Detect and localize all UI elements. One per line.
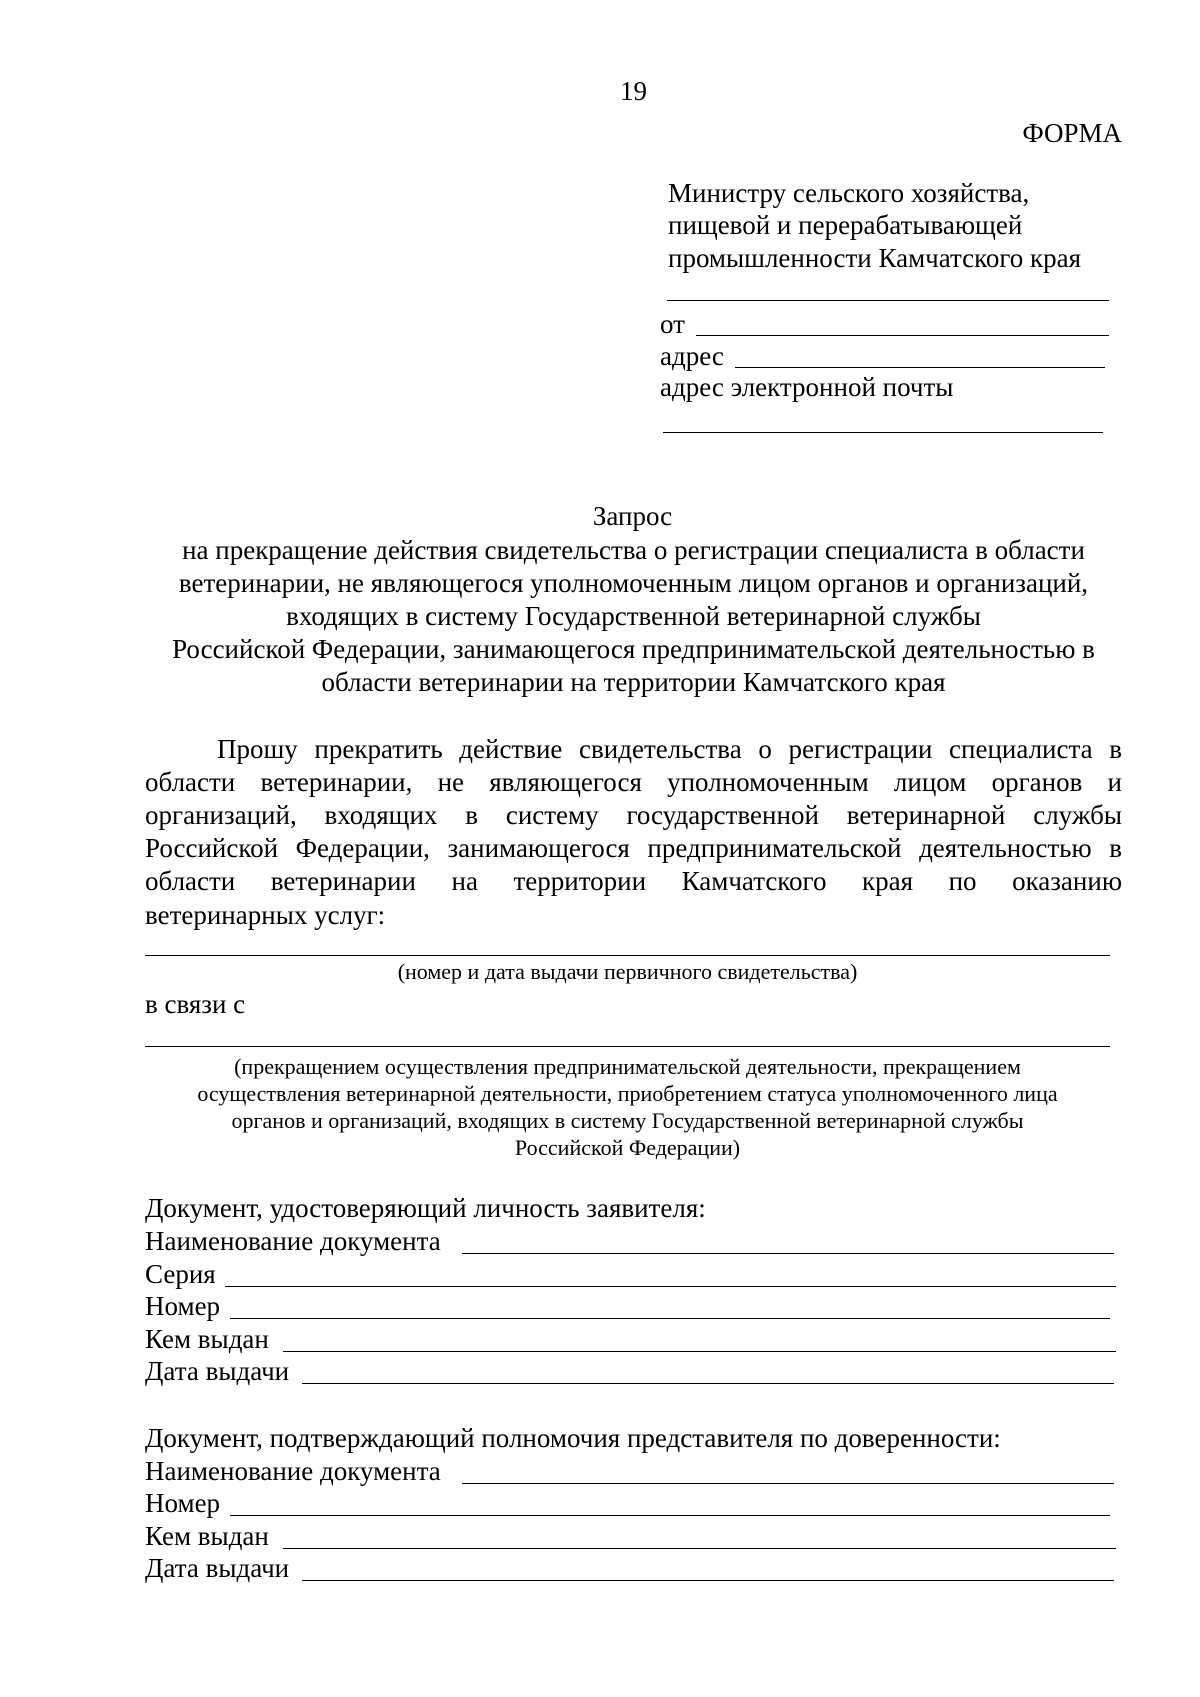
- address-label: адрес: [660, 341, 724, 371]
- page-number: 19: [620, 76, 647, 106]
- official-name-field[interactable]: [667, 300, 1109, 301]
- proxy-doc-name-field[interactable]: [462, 1483, 1114, 1484]
- paragraph-line: области ветеринарии на территории Камчатского края по оказанию: [145, 866, 1122, 896]
- request-paragraph: [145, 733, 1122, 898]
- identity-doc-number-label: Номер: [145, 1291, 221, 1321]
- proxy-doc-issued-by-label: Кем выдан: [145, 1521, 269, 1551]
- from-label: от: [660, 309, 685, 339]
- title-line: Российской Федерации, занимающегося предпринимательской деятельностью в: [172, 634, 1095, 664]
- identity-doc-series-label: Серия: [145, 1259, 216, 1289]
- addressee-line: промышленности Камчатского края: [668, 243, 1082, 273]
- reason-hint-line: (прекращением осуществления предпринимательской деятельности, прекращением: [234, 1054, 1021, 1079]
- addressee-line: Министру сельского хозяйства,: [668, 178, 1030, 208]
- email-field[interactable]: [663, 432, 1103, 433]
- reason-field[interactable]: [145, 1046, 1110, 1047]
- proxy-doc-name-label: Наименование документа: [145, 1456, 441, 1486]
- identity-doc-name-field[interactable]: [462, 1253, 1114, 1254]
- paragraph-line: Прошу прекратить действие свидетельства о регистрации специалиста в: [217, 734, 1122, 764]
- identity-doc-number-field[interactable]: [230, 1318, 1110, 1319]
- form-label: ФОРМА: [1022, 118, 1122, 148]
- title-heading: Запрос: [592, 501, 673, 531]
- title-line: на прекращение действия свидетельства о регистрации специалиста в области: [182, 535, 1085, 565]
- identity-doc-issued-by-label: Кем выдан: [145, 1324, 269, 1354]
- reason-hint-line: осуществления ветеринарной деятельности, приобретением статуса уполномоченного лица: [197, 1081, 1058, 1106]
- reason-hint-line: органов и организаций, входящих в систему Государственной ветеринарной службы: [231, 1108, 1024, 1133]
- paragraph-last-line: ветеринарных услуг:: [145, 900, 386, 930]
- email-label: адрес электронной почты: [660, 372, 954, 402]
- proxy-doc-number-label: Номер: [145, 1488, 221, 1518]
- address-field[interactable]: [735, 367, 1105, 368]
- proxy-doc-heading: Документ, подтверждающий полномочия представителя по доверенности:: [145, 1423, 1001, 1453]
- identity-doc-series-field[interactable]: [225, 1286, 1116, 1287]
- paragraph-line: области ветеринарии, не являющегося уполномоченным лицом органов и: [145, 767, 1122, 797]
- title-line: области ветеринарии на территории Камчатского края: [321, 667, 946, 697]
- title-line: ветеринарии, не являющегося уполномоченным лицом органов и организаций,: [178, 568, 1089, 598]
- paragraph-line: Российской Федерации, занимающегося предпринимательской деятельностью в: [145, 833, 1122, 863]
- proxy-doc-issue-date-field[interactable]: [302, 1580, 1114, 1581]
- from-field[interactable]: [696, 335, 1109, 336]
- proxy-doc-number-field[interactable]: [230, 1515, 1110, 1516]
- proxy-doc-issued-by-field[interactable]: [283, 1548, 1116, 1549]
- identity-doc-name-label: Наименование документа: [145, 1226, 441, 1256]
- identity-doc-issue-date-field[interactable]: [302, 1383, 1114, 1384]
- identity-doc-issue-date-label: Дата выдачи: [145, 1356, 290, 1386]
- paragraph-line: организаций, входящих в систему государственной ветеринарной службы: [145, 800, 1122, 830]
- identity-doc-heading: Документ, удостоверяющий личность заявителя:: [145, 1193, 706, 1223]
- certificate-hint: (номер и дата выдачи первичного свидетельства): [397, 959, 858, 984]
- addressee-line: пищевой и перерабатывающей: [668, 210, 1023, 240]
- certificate-number-field[interactable]: [145, 955, 1110, 956]
- proxy-doc-issue-date-label: Дата выдачи: [145, 1553, 290, 1583]
- reason-hint-line: Российской Федерации): [514, 1135, 741, 1160]
- title-line: входящих в систему Государственной ветеринарной службы: [286, 601, 981, 631]
- reason-label: в связи с: [145, 989, 246, 1019]
- identity-doc-issued-by-field[interactable]: [283, 1351, 1116, 1352]
